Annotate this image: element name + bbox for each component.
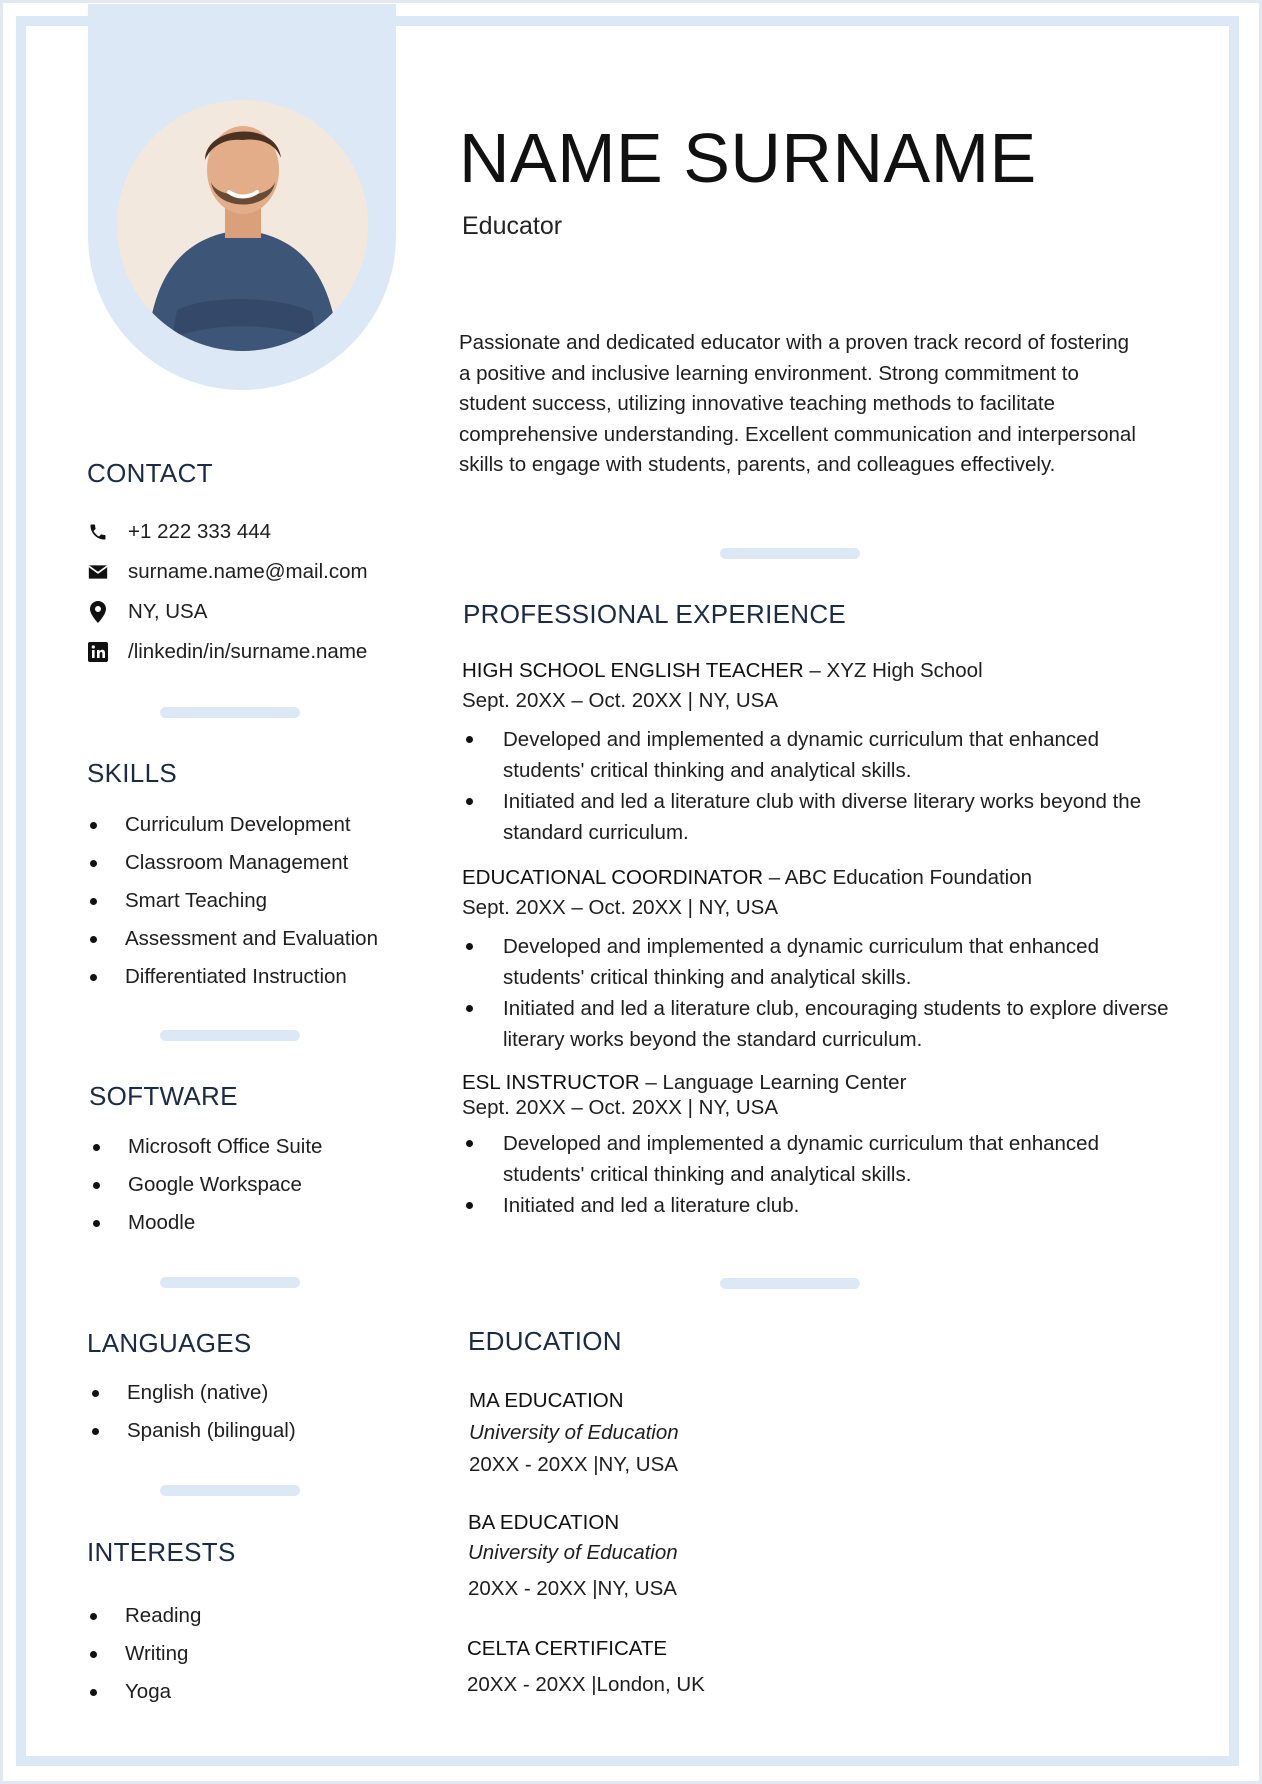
profile-photo xyxy=(117,100,368,351)
education-school: University of Education xyxy=(468,1541,678,1564)
software-list xyxy=(90,1134,322,1248)
candidate-title: Educator xyxy=(462,212,563,240)
skill-item: Differentiated Instruction xyxy=(87,964,378,1002)
job-org: – Language Learning Center xyxy=(639,1071,907,1094)
section-divider xyxy=(720,548,860,559)
education-dates: 20XX - 20XX |NY, USA xyxy=(469,1453,678,1476)
professional-summary: Passionate and dedicated educator with a proven track record of fostering a positive and inclusive learning environment. Strong commitment to student success, utilizing innovative teaching methods to facilitate comprehensive understanding. Excellent communication and interpersonal skills to engage with students, parents, and colleagues effectively. xyxy=(459,331,1136,477)
interest-item: Writing xyxy=(87,1641,201,1679)
contact-email-text: surname.name@mail.com xyxy=(128,560,368,583)
job-dates: Sept. 20XX – Oct. 20XX | NY, USA xyxy=(462,689,779,712)
software-item: Moodle xyxy=(90,1210,322,1248)
contact-linkedin-text: /linkedin/in/surname.name xyxy=(128,640,368,663)
job-role: EDUCATIONAL COORDINATOR xyxy=(462,866,764,889)
contact-linkedin xyxy=(87,640,367,664)
interest-item: Reading xyxy=(87,1603,201,1641)
languages-list xyxy=(89,1380,296,1456)
job-bullet: Developed and implemented a dynamic curriculum that enhanced students' critical thinking and analytical skills. xyxy=(462,1128,1182,1190)
person-photo-icon xyxy=(117,100,368,351)
software-item: Microsoft Office Suite xyxy=(90,1134,322,1172)
job-dates: Sept. 20XX – Oct. 20XX | NY, USA xyxy=(462,896,779,919)
job-entry xyxy=(462,656,1182,848)
phone-icon xyxy=(87,521,109,543)
skill-item: Curriculum Development xyxy=(87,812,378,850)
envelope-icon xyxy=(87,561,109,583)
education-degree: CELTA CERTIFICATE xyxy=(467,1637,668,1660)
job-bullets xyxy=(462,931,1182,1055)
job-role: HIGH SCHOOL ENGLISH TEACHER xyxy=(462,659,804,682)
section-divider xyxy=(160,707,300,718)
interests-list xyxy=(87,1603,201,1717)
job-bullet: Developed and implemented a dynamic curriculum that enhanced students' critical thinking and analytical skills. xyxy=(462,724,1182,786)
job-org: – XYZ High School xyxy=(803,659,983,682)
job-org: – ABC Education Foundation xyxy=(763,866,1033,889)
job-dates: Sept. 20XX – Oct. 20XX | NY, USA xyxy=(462,1096,779,1119)
contact-email xyxy=(87,560,368,584)
job-bullet: Initiated and led a literature club, encouraging students to explore diverse literary works beyond the standard curriculum. xyxy=(462,993,1182,1055)
contact-heading: CONTACT xyxy=(87,458,213,488)
contact-location xyxy=(87,600,207,624)
section-divider xyxy=(160,1485,300,1496)
linkedin-icon xyxy=(87,641,109,663)
skills-heading: SKILLS xyxy=(87,758,177,788)
job-header xyxy=(462,863,1182,893)
language-item: Spanish (bilingual) xyxy=(89,1418,296,1456)
job-header xyxy=(462,1070,1182,1095)
education-dates: 20XX - 20XX |NY, USA xyxy=(468,1577,677,1600)
job-entry xyxy=(462,863,1182,1055)
skill-item: Assessment and Evaluation xyxy=(87,926,378,964)
education-entry xyxy=(468,1508,678,1604)
job-bullet: Developed and implemented a dynamic curriculum that enhanced students' critical thinking and analytical skills. xyxy=(462,931,1182,993)
interests-heading: INTERESTS xyxy=(87,1537,236,1567)
contact-location-text: NY, USA xyxy=(128,600,208,623)
job-bullet: Initiated and led a literature club. xyxy=(462,1190,1182,1221)
section-divider xyxy=(720,1278,860,1289)
skill-item: Smart Teaching xyxy=(87,888,378,926)
section-divider xyxy=(160,1277,300,1288)
map-pin-icon xyxy=(87,601,109,623)
education-entry xyxy=(469,1385,679,1481)
contact-phone xyxy=(87,520,271,544)
education-dates: 20XX - 20XX |London, UK xyxy=(467,1673,705,1696)
skills-list xyxy=(87,812,378,1002)
job-role: ESL INSTRUCTOR xyxy=(462,1071,640,1094)
language-item: English (native) xyxy=(89,1380,296,1418)
job-entry xyxy=(462,1070,1182,1221)
software-item: Google Workspace xyxy=(90,1172,322,1210)
job-bullet: Initiated and led a literature club with diverse literary works beyond the standard curriculum. xyxy=(462,786,1182,848)
experience-heading: PROFESSIONAL EXPERIENCE xyxy=(463,599,847,629)
contact-phone-text: +1 222 333 444 xyxy=(128,520,272,543)
education-school: University of Education xyxy=(469,1421,679,1444)
job-bullets xyxy=(462,724,1182,848)
skill-item: Classroom Management xyxy=(87,850,378,888)
languages-heading: LANGUAGES xyxy=(87,1328,252,1358)
education-entry xyxy=(467,1634,705,1700)
section-divider xyxy=(160,1030,300,1041)
candidate-name: NAME SURNAME xyxy=(459,119,1037,197)
job-bullets xyxy=(462,1128,1182,1221)
software-heading: SOFTWARE xyxy=(89,1081,238,1111)
education-degree: BA EDUCATION xyxy=(468,1511,620,1534)
education-heading: EDUCATION xyxy=(468,1326,622,1356)
job-header xyxy=(462,656,1182,686)
interest-item: Yoga xyxy=(87,1679,201,1717)
education-degree: MA EDUCATION xyxy=(469,1389,624,1412)
